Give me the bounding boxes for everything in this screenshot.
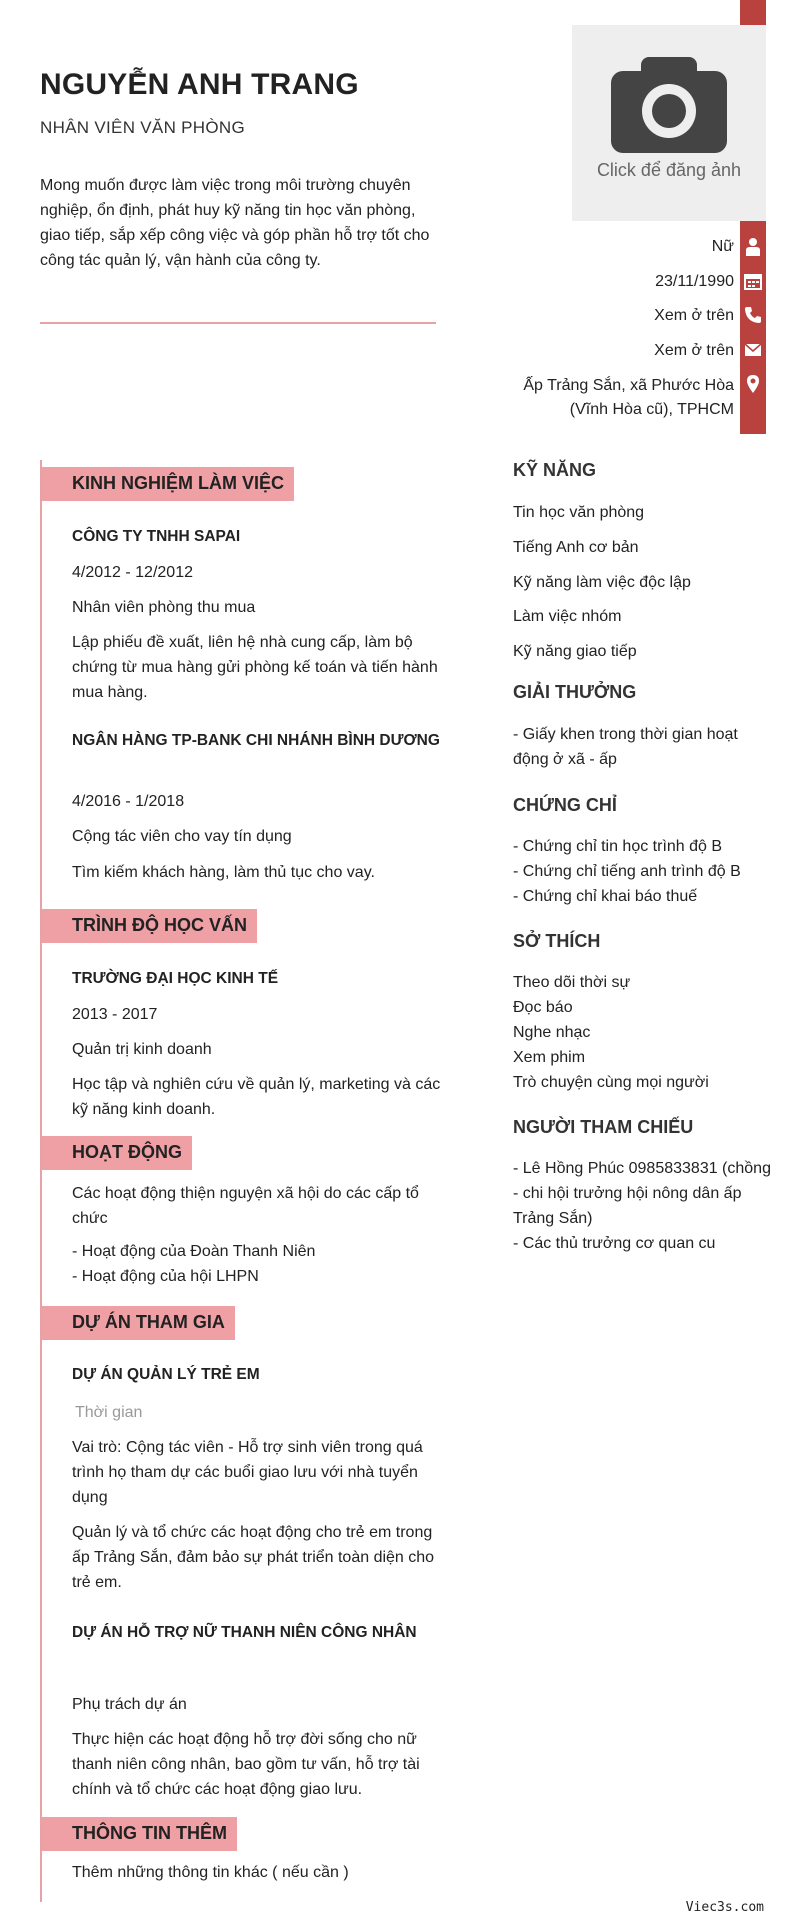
career-objective: Mong muốn được làm việc trong môi trường chuyên nghiệp, ổn định, phát huy kỹ năng tin học văn phòng, giao tiếp, sắp xếp công việc và góp phần hỗ trợ tốt cho công tác quản lý, vận hành của công ty.: [40, 177, 430, 269]
section-heading-projects: DỰ ÁN THAM GIA: [42, 1306, 235, 1340]
contact-gender: Nữ: [711, 238, 734, 255]
accent-strip-top: [740, 0, 766, 25]
section-heading-references: NGƯỜI THAM CHIẾU: [513, 1117, 694, 1137]
section-heading-awards: GIẢI THƯỞNG: [513, 682, 637, 702]
candidate-name: NGUYỄN ANH TRANG: [40, 68, 359, 101]
project-description: Quản lý và tổ chức các hoạt động cho trẻ em trong ấp Trảng Sắn, đảm bảo sự phát triển toàn diện cho trẻ em.: [72, 1524, 435, 1591]
education-period: 2013 - 2017: [72, 1006, 158, 1023]
skill-item: Kỹ năng làm việc độc lập: [513, 574, 691, 591]
education-description: Học tập và nghiên cứu về quản lý, marketing và các kỹ năng kinh doanh.: [72, 1076, 441, 1118]
location-pin-icon: [743, 374, 763, 394]
education-major: Quản trị kinh doanh: [72, 1041, 212, 1058]
calendar-icon: [743, 271, 763, 291]
phone-icon: [743, 305, 763, 325]
camera-icon: [611, 53, 727, 153]
section-heading-experience: KINH NGHIỆM LÀM VIỆC: [42, 467, 294, 501]
job-description: Lập phiếu đề xuất, liên hệ nhà cung cấp, làm bộ chứng từ mua hàng gửi phòng kế toán và tiến hành mua hàng.: [72, 634, 438, 701]
watermark: Viec3s.com: [685, 1900, 764, 1915]
header-divider: [40, 322, 436, 324]
certificate-item: - Chứng chỉ khai báo thuế: [513, 888, 698, 905]
certificate-item: - Chứng chỉ tin học trình độ B: [513, 838, 723, 855]
left-column-border: [40, 460, 42, 1902]
project-time-placeholder: Thời gian: [75, 1404, 143, 1421]
job-period: 4/2012 - 12/2012: [72, 564, 193, 581]
contact-birthday: 23/11/1990: [655, 273, 734, 290]
award-text: - Giấy khen trong thời gian hoạt động ở xã - ấp: [513, 726, 738, 768]
reference-extra: - Các thủ trưởng cơ quan cu: [513, 1235, 716, 1252]
job-position: Nhân viên phòng thu mua: [72, 599, 256, 616]
job-company: CÔNG TY TNHH SAPAI: [72, 528, 241, 545]
contact-address: Ấp Trảng Sắn, xã Phước Hòa (Vĩnh Hòa cũ), TPHCM: [523, 377, 734, 418]
hobby-item: Theo dõi thời sự: [513, 974, 631, 991]
job-period: 4/2016 - 1/2018: [72, 793, 185, 810]
user-icon: [743, 237, 763, 257]
job-title: NHÂN VIÊN VĂN PHÒNG: [40, 118, 246, 137]
project-description: Thực hiện các hoạt động hỗ trợ đời sống cho nữ thanh niên công nhân, bao gồm tư vấn, hỗ trợ tài chính và tổ chức các hoạt động giao lưu.: [72, 1731, 420, 1798]
hobby-item: Đọc báo: [513, 999, 573, 1016]
project-role: Vai trò: Cộng tác viên - Hỗ trợ sinh viên trong quá trình họ tham dự các buổi giao lưu với nhà tuyển dụng: [72, 1439, 423, 1506]
certificate-item: - Chứng chỉ tiếng anh trình độ B: [513, 863, 741, 880]
skill-item: Làm việc nhóm: [513, 608, 622, 625]
section-heading-activities: HOẠT ĐỘNG: [42, 1136, 192, 1170]
activity-item: - Hoạt động của hội LHPN: [72, 1268, 259, 1285]
section-heading-certificates: CHỨNG CHỈ: [513, 795, 617, 815]
job-company: NGÂN HÀNG TP-BANK CHI NHÁNH BÌNH DƯƠNG: [72, 732, 440, 749]
contact-phone: Xem ở trên: [654, 307, 734, 324]
skill-item: Tiếng Anh cơ bản: [513, 539, 639, 556]
section-heading-additional: THÔNG TIN THÊM: [42, 1817, 237, 1851]
project-role: Phụ trách dự án: [72, 1696, 187, 1713]
contact-email: Xem ở trên: [654, 342, 734, 359]
project-name: DỰ ÁN HỖ TRỢ NỮ THANH NIÊN CÔNG NHÂN: [72, 1624, 417, 1641]
activities-intro: Các hoạt động thiện nguyện xã hội do các cấp tổ chức: [72, 1185, 419, 1227]
photo-upload[interactable]: [572, 25, 766, 221]
section-heading-hobbies: SỞ THÍCH: [513, 931, 601, 951]
project-name: DỰ ÁN QUẢN LÝ TRẺ EM: [72, 1366, 260, 1383]
section-heading-skills: KỸ NĂNG: [513, 460, 597, 480]
skill-item: Tin học văn phòng: [513, 504, 645, 521]
additional-info-text: Thêm những thông tin khác ( nếu cần ): [72, 1864, 349, 1881]
envelope-icon: [743, 340, 763, 360]
photo-upload-label: Click để đăng ảnh: [596, 160, 742, 180]
job-description: Tìm kiếm khách hàng, làm thủ tục cho vay.: [72, 864, 375, 881]
hobby-item: Trò chuyện cùng mọi người: [513, 1074, 709, 1091]
hobby-item: Nghe nhạc: [513, 1024, 591, 1041]
section-heading-education: TRÌNH ĐỘ HỌC VẤN: [42, 909, 257, 943]
hobby-item: Xem phim: [513, 1049, 586, 1066]
education-school: TRƯỜNG ĐẠI HỌC KINH TẾ: [72, 970, 279, 987]
activity-item: - Hoạt động của Đoàn Thanh Niên: [72, 1243, 316, 1260]
skill-item: Kỹ năng giao tiếp: [513, 643, 637, 660]
reference-text: - Lê Hồng Phúc 0985833831 (chồng - chi hội trưởng hội nông dân ấp Trảng Sắn): [513, 1160, 771, 1227]
job-position: Cộng tác viên cho vay tín dụng: [72, 828, 292, 845]
